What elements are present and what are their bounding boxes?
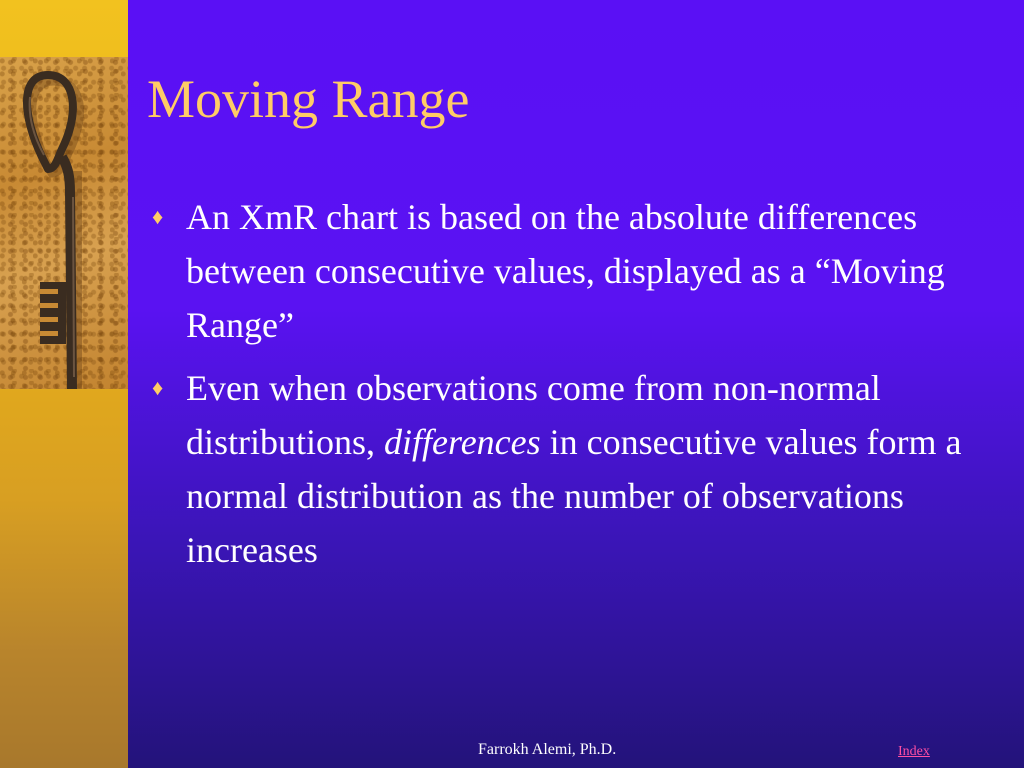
bullet-list <box>150 190 980 586</box>
diamond-bullet-icon: ♦ <box>152 375 164 400</box>
index-link[interactable]: Index <box>898 744 930 759</box>
key-icon <box>0 57 128 389</box>
bullet-item <box>150 361 980 577</box>
bullet-text-after: in consecutive values form a normal distribution as the number of observations increases <box>186 422 962 570</box>
footer-author: Farrokh Alemi, Ph.D. <box>478 741 617 758</box>
bullet-text-before: Even when observations come from non-normal distributions, <box>186 368 881 462</box>
bullet-item <box>150 190 980 352</box>
bullet-emphasis: differences <box>384 422 541 462</box>
diamond-bullet-icon: ♦ <box>152 204 164 229</box>
key-image <box>0 57 128 389</box>
bullet-text: An XmR chart is based on the absolute differences between consecutive values, displayed as a “Moving Range” <box>186 197 945 345</box>
slide-title: Moving Range <box>147 69 470 129</box>
